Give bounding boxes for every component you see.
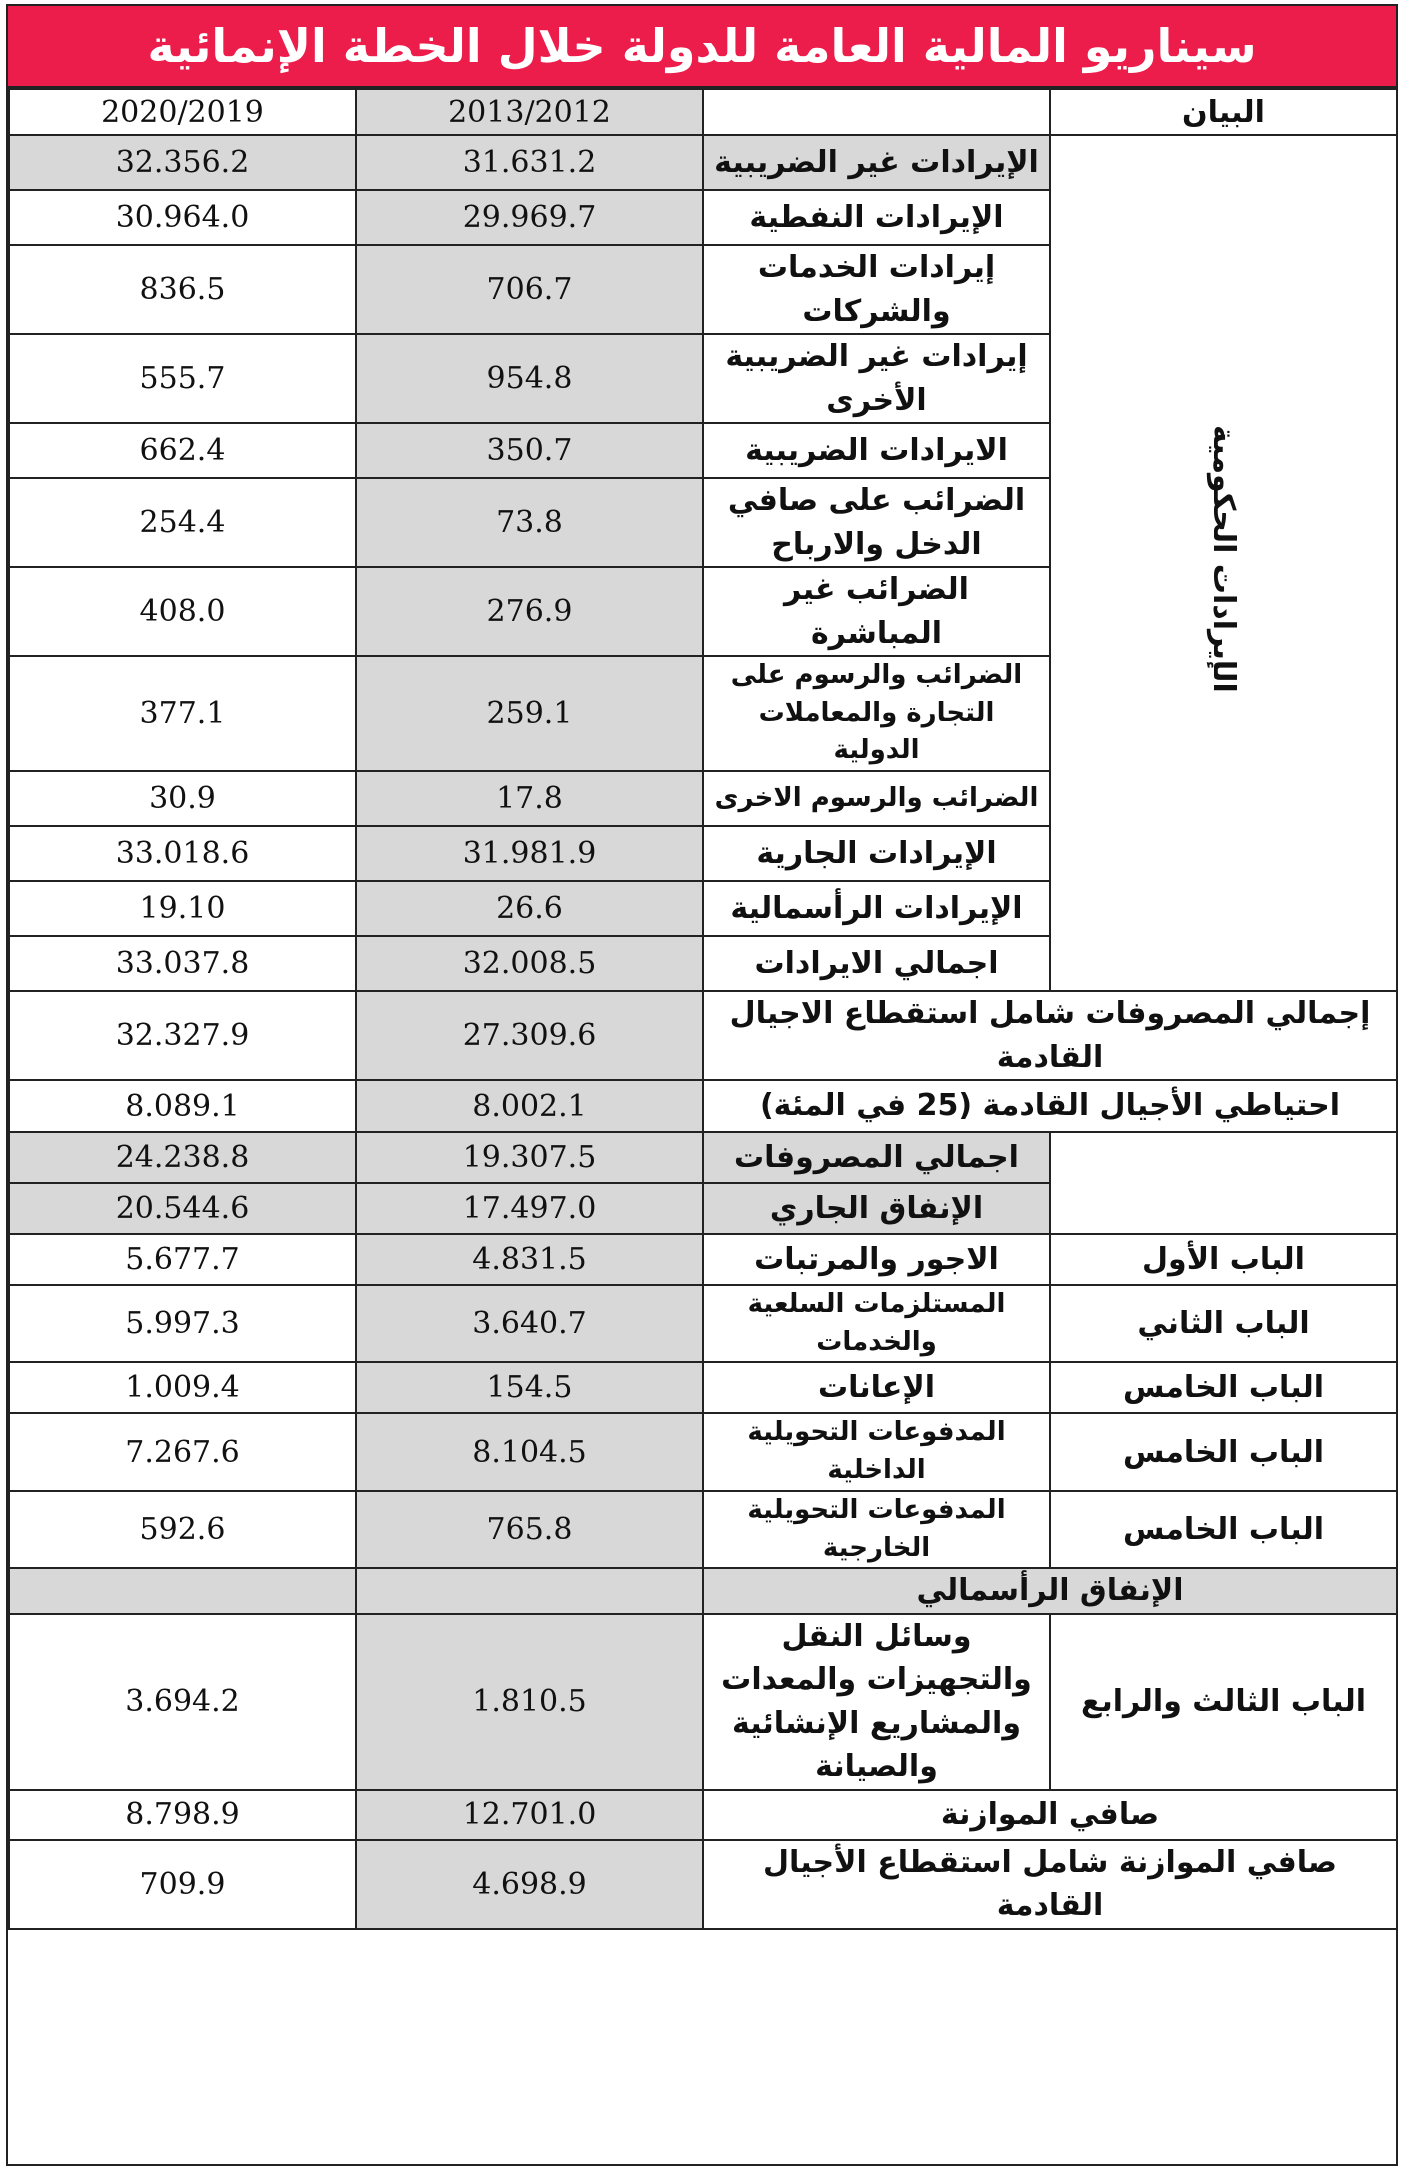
table-row: [9, 1413, 1397, 1490]
row-label: إيرادات الخدمات والشركات: [703, 245, 1050, 334]
value-2019: 30.964.0: [9, 190, 356, 245]
value-2012: 17.497.0: [356, 1183, 703, 1234]
row-label: الإنفاق الجاري: [703, 1183, 1050, 1234]
row-label: إجمالي المصروفات شامل استقطاع الاجيال القادمة: [703, 991, 1397, 1080]
empty-cell: [9, 1568, 356, 1614]
value-2019: 7.267.6: [9, 1413, 356, 1490]
value-2019: 377.1: [9, 656, 356, 771]
empty-cell: [356, 1568, 703, 1614]
table-row: [9, 1614, 1397, 1790]
value-2019: 33.037.8: [9, 936, 356, 991]
row-label: الإيرادات النفطية: [703, 190, 1050, 245]
value-2012: 73.8: [356, 478, 703, 567]
value-2012: 706.7: [356, 245, 703, 334]
row-label: صافي الموازنة: [703, 1790, 1397, 1840]
row-label: الإعانات: [703, 1362, 1050, 1413]
row-label: الإيرادات الرأسمالية: [703, 881, 1050, 936]
revenue-group-label: الإيرادات الحكومية: [1050, 135, 1397, 991]
value-2019: 8.798.9: [9, 1790, 356, 1840]
value-2019: 254.4: [9, 478, 356, 567]
row-label: الايرادات الضريبية: [703, 423, 1050, 478]
value-2019: 662.4: [9, 423, 356, 478]
value-2019: 8.089.1: [9, 1080, 356, 1132]
table-row: [9, 1080, 1397, 1132]
value-2012: 27.309.6: [356, 991, 703, 1080]
value-2019: 592.6: [9, 1491, 356, 1568]
row-label: اجمالي المصروفات: [703, 1132, 1050, 1183]
value-2012: 31.631.2: [356, 135, 703, 190]
chapter-label: الباب الثاني: [1050, 1285, 1397, 1362]
table-row: [9, 1491, 1397, 1568]
value-2012: 32.008.5: [356, 936, 703, 991]
value-2019: 5.677.7: [9, 1234, 356, 1285]
chapter-label: الباب الثالث والرابع: [1050, 1614, 1397, 1790]
row-label: الضرائب على صافي الدخل والارباح: [703, 478, 1050, 567]
value-2012: 19.307.5: [356, 1132, 703, 1183]
value-2012: 8.104.5: [356, 1413, 703, 1490]
value-2012: 1.810.5: [356, 1614, 703, 1790]
value-2019: 33.018.6: [9, 826, 356, 881]
value-2019: 1.009.4: [9, 1362, 356, 1413]
capital-spending-label: الإنفاق الرأسمالي: [703, 1568, 1397, 1614]
row-label: إيرادات غير الضريبية الأخرى: [703, 334, 1050, 423]
table-row: [9, 135, 1397, 190]
row-label: المدفوعات التحويلية الداخلية: [703, 1413, 1050, 1490]
table-title: سيناريو المالية العامة للدولة خلال الخطة الإنمائية: [8, 6, 1396, 88]
value-2019: 3.694.2: [9, 1614, 356, 1790]
value-2012: 17.8: [356, 771, 703, 826]
value-2012: 4.698.9: [356, 1840, 703, 1929]
row-label: وسائل النقل والتجهيزات والمعدات والمشاريع الإنشائية والصيانة: [703, 1614, 1050, 1790]
row-label: احتياطي الأجيال القادمة (25 في المئة): [703, 1080, 1397, 1132]
row-label: المستلزمات السلعية والخدمات: [703, 1285, 1050, 1362]
value-2012: 8.002.1: [356, 1080, 703, 1132]
chapter-label: الباب الخامس: [1050, 1413, 1397, 1490]
value-2012: 259.1: [356, 656, 703, 771]
value-2019: 408.0: [9, 567, 356, 656]
table-row: [9, 1285, 1397, 1362]
value-2019: 24.238.8: [9, 1132, 356, 1183]
row-label: الإيرادات غير الضريبية: [703, 135, 1050, 190]
value-2012: 31.981.9: [356, 826, 703, 881]
value-2019: 30.9: [9, 771, 356, 826]
value-2012: 29.969.7: [356, 190, 703, 245]
row-label: الضرائب والرسوم على التجارة والمعاملات الدولية: [703, 656, 1050, 771]
value-2012: 3.640.7: [356, 1285, 703, 1362]
table-row: [9, 1132, 1397, 1183]
value-2019: 32.356.2: [9, 135, 356, 190]
value-2012: 26.6: [356, 881, 703, 936]
chapter-label: الباب الخامس: [1050, 1362, 1397, 1413]
value-2012: 954.8: [356, 334, 703, 423]
value-2019: 5.997.3: [9, 1285, 356, 1362]
finance-table: [8, 88, 1398, 1930]
row-label: الإيرادات الجارية: [703, 826, 1050, 881]
table-row: [9, 991, 1397, 1080]
table-row: [9, 1234, 1397, 1285]
header-empty: [703, 89, 1050, 135]
chapter-label: الباب الخامس: [1050, 1491, 1397, 1568]
value-2019: 19.10: [9, 881, 356, 936]
row-label: الضرائب والرسوم الاخرى: [703, 771, 1050, 826]
value-2012: 12.701.0: [356, 1790, 703, 1840]
row-label: المدفوعات التحويلية الخارجية: [703, 1491, 1050, 1568]
row-label: صافي الموازنة شامل استقطاع الأجيال القادمة: [703, 1840, 1397, 1929]
value-2019: 555.7: [9, 334, 356, 423]
empty-cell: [1050, 1132, 1397, 1234]
value-2012: 350.7: [356, 423, 703, 478]
header-2019: 2020/2019: [9, 89, 356, 135]
value-2012: 276.9: [356, 567, 703, 656]
value-2019: 836.5: [9, 245, 356, 334]
value-2019: 32.327.9: [9, 991, 356, 1080]
row-label: الاجور والمرتبات: [703, 1234, 1050, 1285]
value-2012: 4.831.5: [356, 1234, 703, 1285]
table-row: [9, 1790, 1397, 1840]
table-row: [9, 1362, 1397, 1413]
chapter-label: الباب الأول: [1050, 1234, 1397, 1285]
value-2012: 765.8: [356, 1491, 703, 1568]
value-2019: 709.9: [9, 1840, 356, 1929]
header-2012: 2013/2012: [356, 89, 703, 135]
header-label: البيان: [1050, 89, 1397, 135]
header-row: [9, 89, 1397, 135]
table-frame: [6, 4, 1398, 2166]
value-2012: 154.5: [356, 1362, 703, 1413]
table-row: [9, 1840, 1397, 1929]
table-row: [9, 1568, 1397, 1614]
value-2019: 20.544.6: [9, 1183, 356, 1234]
row-label: اجمالي الايرادات: [703, 936, 1050, 991]
row-label: الضرائب غير المباشرة: [703, 567, 1050, 656]
